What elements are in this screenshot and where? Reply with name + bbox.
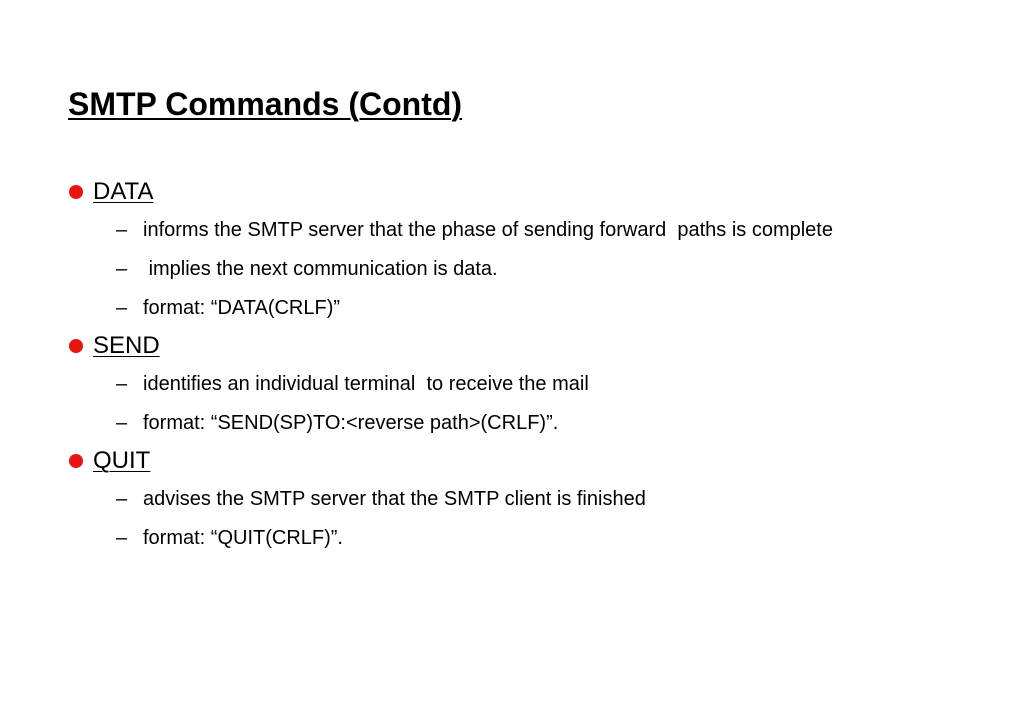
sub-list bbox=[68, 482, 968, 555]
dash-marker: – bbox=[116, 488, 128, 510]
bullet-label: SEND bbox=[93, 332, 160, 359]
sub-item-text: format: “SEND(SP)TO:<reverse path>(CRLF)”. bbox=[143, 412, 559, 434]
bullet-item-data bbox=[68, 176, 968, 325]
sub-item-text: identifies an individual terminal to receive the mail bbox=[143, 373, 589, 395]
bullet-list bbox=[68, 176, 968, 555]
sub-item bbox=[68, 291, 968, 325]
sub-item bbox=[68, 406, 968, 440]
sub-item-text: format: “DATA(CRLF)” bbox=[143, 297, 341, 319]
dash-marker: – bbox=[116, 297, 128, 319]
dash-marker: – bbox=[116, 373, 128, 395]
sub-item bbox=[68, 213, 968, 247]
dash-marker: – bbox=[116, 219, 128, 241]
red-circle-bullet-icon bbox=[69, 454, 83, 468]
sub-item bbox=[68, 367, 968, 401]
sub-item-text: advises the SMTP server that the SMTP client is finished bbox=[143, 488, 646, 510]
bullet-label: DATA bbox=[93, 178, 154, 205]
sub-item bbox=[68, 521, 968, 555]
bullet-label: QUIT bbox=[93, 447, 151, 474]
bullet-head bbox=[68, 176, 968, 208]
bullet-head bbox=[68, 330, 968, 362]
sub-item bbox=[68, 252, 968, 286]
dash-marker: – bbox=[116, 412, 128, 434]
bullet-head bbox=[68, 445, 968, 477]
dash-marker: – bbox=[116, 258, 128, 280]
sub-item-text: format: “QUIT(CRLF)”. bbox=[143, 527, 343, 549]
sub-item-text: implies the next communication is data. bbox=[143, 258, 498, 280]
red-circle-bullet-icon bbox=[69, 339, 83, 353]
red-circle-bullet-icon bbox=[69, 185, 83, 199]
bullet-item-quit bbox=[68, 445, 968, 555]
dash-marker: – bbox=[116, 527, 128, 549]
slide-title: SMTP Commands (Contd) bbox=[68, 86, 463, 122]
sub-list bbox=[68, 367, 968, 440]
bullet-item-send bbox=[68, 330, 968, 440]
sub-list bbox=[68, 213, 968, 325]
sub-item bbox=[68, 482, 968, 516]
sub-item-text: informs the SMTP server that the phase of sending forward paths is complete bbox=[143, 219, 833, 241]
